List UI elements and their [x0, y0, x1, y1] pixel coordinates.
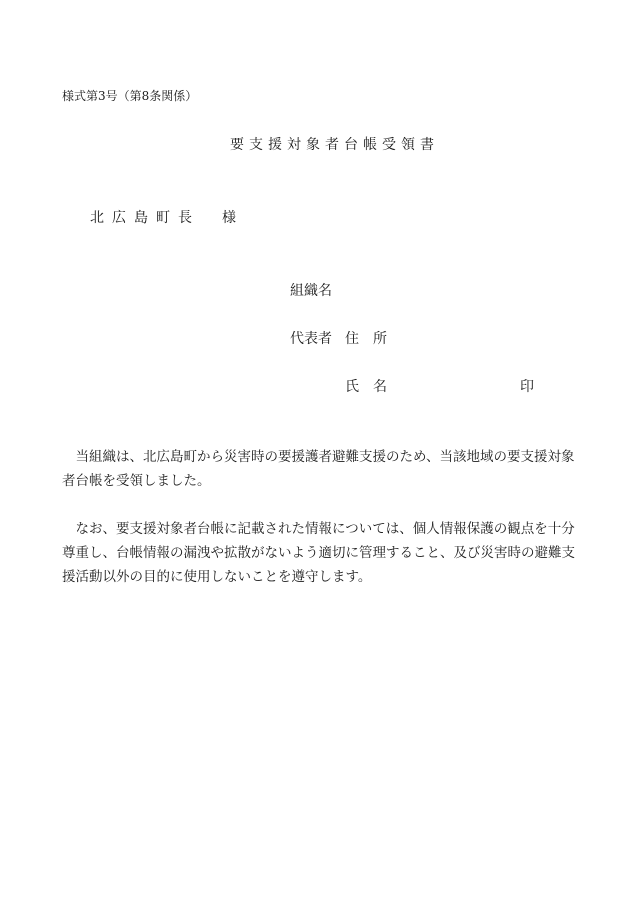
document-title: 要支援対象者台帳受領書 — [230, 137, 439, 153]
seal-mark: 印 — [520, 379, 534, 395]
representative-label: 代表者 — [290, 331, 332, 347]
organization-label: 組織名 — [290, 283, 332, 299]
body-paragraph-2: なお、要支援対象者台帳に記載された情報については、個人情報保護の観点を十分尊重し、台帳情報の漏洩や拡散がないよう適切に管理すること、及び災害時の避難支援活動以外の目的に使用しないことを遵守します。 — [62, 521, 575, 585]
form-number: 様式第3号（第8条関係） — [62, 89, 198, 103]
body-paragraph-1: 当組織は、北広島町から災害時の要援護者避難支援のため、当該地域の要支援対象者台帳を受領しました。 — [62, 449, 575, 489]
address-label: 住所 — [345, 331, 401, 347]
addressee: 北広島町長 様 — [90, 210, 244, 226]
name-label: 氏名 — [345, 379, 401, 395]
